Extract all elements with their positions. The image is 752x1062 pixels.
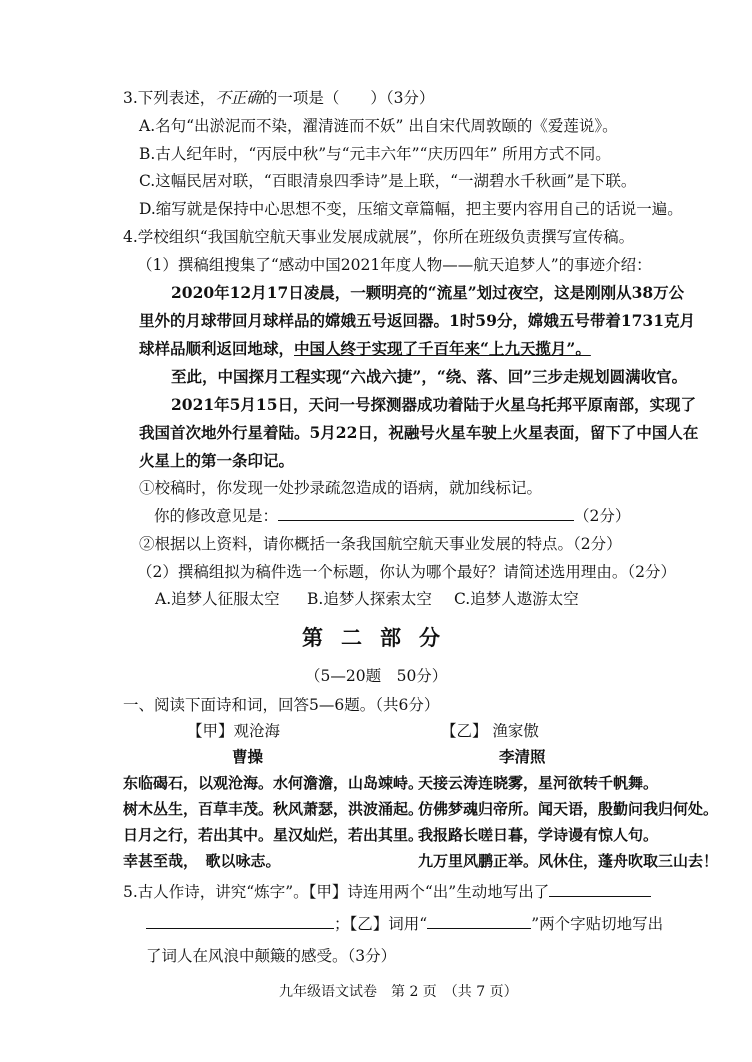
q5-line2 bbox=[146, 914, 663, 934]
q4-item1-answer-line bbox=[154, 506, 630, 526]
poem-a-line: 树木丛生，百草丰茂。秋风萧瑟，洪波涌起。 bbox=[123, 800, 424, 818]
q4-stem: 4.学校组织“我国航空航天事业发展成就展”，你所在班级负责撰写宣传稿。 bbox=[123, 228, 635, 246]
q5-blank-1b[interactable] bbox=[146, 914, 334, 929]
q5-blank-1a[interactable] bbox=[549, 882, 651, 897]
q4-sub1: （1）撰稿组搜集了“感动中国2021年度人物——航天追梦人”的事迹介绍： bbox=[137, 256, 652, 274]
q3-stem-post: 的一项是（ ）（3分） bbox=[261, 89, 435, 107]
q4-passage-p3-line3: 火星上的第一条印记。 bbox=[139, 451, 295, 470]
poem-b-line: 我报路长嗟日暮，学诗谩有惊人句。 bbox=[418, 826, 659, 844]
part2-title: 第二部分 bbox=[302, 625, 458, 650]
poem-a-line: 东临碣石，以观沧海。水何澹澹，山岛竦峙。 bbox=[123, 774, 424, 792]
q3-stem-pre: 3.下列表述， bbox=[123, 89, 216, 107]
poem-a-line: 日月之行，若出其中。星汉灿烂，若出其里。 bbox=[123, 826, 424, 844]
q4-item1: ①校稿时，你发现一处抄录疏忽造成的语病，就加线标记。 bbox=[139, 479, 543, 497]
q4-passage-p2: 至此，中国探月工程实现“六战六捷”，“绕、落、回”三步走规划圆满收官。 bbox=[171, 367, 688, 386]
q3-option-b: B.古人纪年时，“丙辰中秋”与“元丰六年”“庆历四年” 所用方式不同。 bbox=[139, 145, 611, 163]
q4-item1-answer-label: 你的修改意见是： bbox=[154, 507, 279, 525]
q4-item2: ②根据以上资料，请你概括一条我国航空航天事业发展的特点。（2分） bbox=[139, 535, 622, 553]
q4-passage-underlined-sentence: 中国人终于实现了千百年来“上九天揽月”。 bbox=[294, 339, 591, 358]
q4-passage-p1-line3-pre: 球样品顺利返回地球， bbox=[139, 339, 295, 358]
q5-line1 bbox=[123, 882, 651, 902]
q4-option-c: C.追梦人遨游太空 bbox=[454, 590, 579, 608]
q5-blank-2[interactable] bbox=[427, 914, 531, 929]
poem-a-line: 幸甚至哉， 歌以咏志。 bbox=[123, 852, 281, 870]
poem-b-title: 【乙】 渔家傲 bbox=[441, 722, 539, 740]
q4-option-b: B.追梦人探索太空 bbox=[307, 590, 432, 608]
q4-passage-p1-line3 bbox=[139, 339, 591, 359]
q4-item1-answer-blank[interactable] bbox=[278, 506, 574, 521]
q4-passage-p1-line1: 2020年12月17日凌晨，一颗明亮的“流星”划过夜空，这是刚刚从38万公 bbox=[171, 283, 685, 302]
page-footer: 九年级语文试卷 第 2 页 （共 7 页） bbox=[279, 984, 518, 1000]
q4-passage-p3-line2: 我国首次地外行星着陆。5月22日，祝融号火星车驶上火星表面，留下了中国人在 bbox=[139, 423, 699, 442]
q5-line3: 了词人在风浪中颠簸的感受。（3分） bbox=[146, 947, 397, 965]
section1-instruction: 一、阅读下面诗和词，回答5—6题。（共6分） bbox=[123, 696, 440, 714]
q5-line2-end: ”两个字贴切地写出 bbox=[531, 915, 664, 933]
q3-option-a: A.名句“出淤泥而不染，濯清涟而不妖” 出自宋代周敦颐的《爱莲说》。 bbox=[139, 117, 618, 135]
poem-b-line: 仿佛梦魂归帝所。闻天语，殷勤问我归何处。 bbox=[418, 800, 719, 818]
q3-stem-emphasis: 不正确 bbox=[215, 89, 262, 107]
q4-sub2: （2）撰稿组拟为稿件选一个标题，你认为哪个最好？请简述选用理由。（2分） bbox=[137, 563, 676, 581]
q3-option-c: C.这幅民居对联，“百眼清泉四季诗”是上联，“一湖碧水千秋画”是下联。 bbox=[139, 172, 637, 190]
q4-item1-points: （2分） bbox=[574, 507, 631, 525]
q3-stem bbox=[123, 88, 434, 108]
q5-line2-mid: ；【乙】词用“ bbox=[334, 915, 428, 933]
part2-subtitle: （5—20题 50分） bbox=[305, 667, 448, 685]
q3-option-d: D.缩写就是保持中心思想不变，压缩文章篇幅，把主要内容用自己的话说一遍。 bbox=[139, 200, 683, 218]
q4-passage-p1-line2: 里外的月球带回月球样品的嫦娥五号返回器。1时59分，嫦娥五号带着1731克月 bbox=[139, 311, 695, 330]
poem-b-line: 天接云涛连晓雾，星河欲转千帆舞。 bbox=[418, 774, 659, 792]
poem-b-line: 九万里风鹏正举。风休住，蓬舟吹取三山去！ bbox=[418, 852, 719, 870]
q5-line1-text: 5.古人作诗，讲究“炼字”。【甲】诗连用两个“出”生动地写出了 bbox=[123, 883, 550, 901]
poem-a-title: 【甲】观沧海 bbox=[187, 722, 281, 740]
q4-passage-p3-line1: 2021年5月15日，天问一号探测器成功着陆于火星乌托邦平原南部，实现了 bbox=[171, 395, 696, 414]
q4-option-a: A.追梦人征服太空 bbox=[155, 590, 280, 608]
poem-a-author: 曹操 bbox=[232, 747, 264, 766]
poem-b-author: 李清照 bbox=[499, 747, 546, 766]
